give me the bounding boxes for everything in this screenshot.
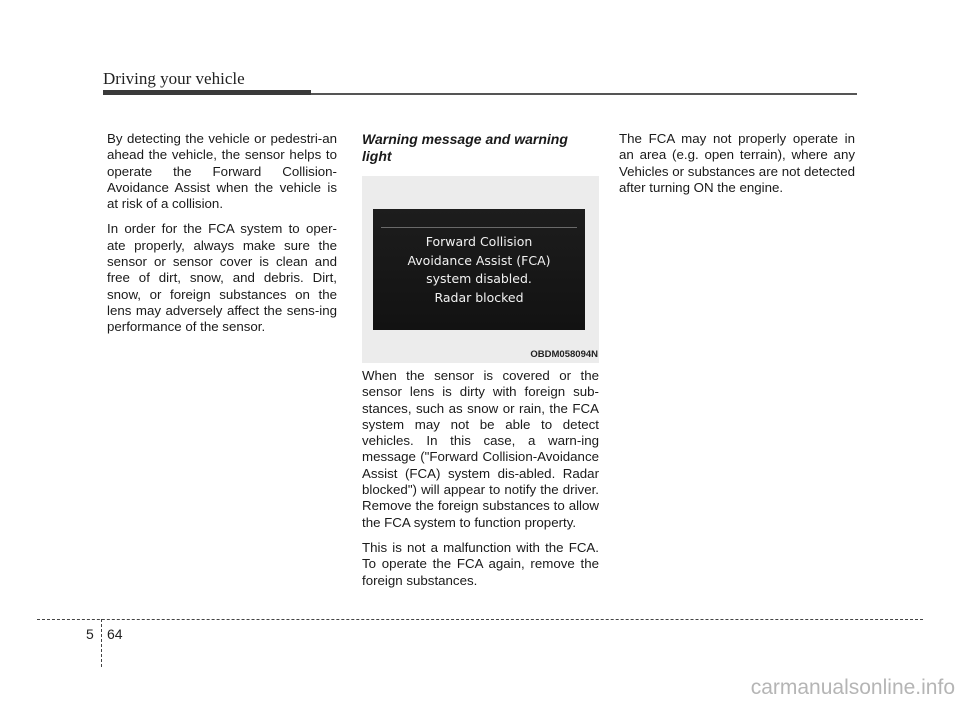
page-header-title: Driving your vehicle <box>103 69 245 88</box>
paragraph: This is not a malfunction with the FCA. To operate the FCA again, remove the foreign substances. <box>362 539 599 588</box>
screen-message <box>373 233 585 307</box>
page-number: 64 <box>107 626 123 642</box>
watermark-link[interactable]: carmanualsonline.info <box>750 676 955 699</box>
screen-line-2: Avoidance Assist (FCA) <box>407 252 551 268</box>
screen-line-3: system disabled. <box>426 271 532 286</box>
paragraph: The FCA may not properly operate in an area (e.g. open terrain), where any Vehicles or substances are not detected after turning ON the engine. <box>619 131 855 195</box>
column-3 <box>619 131 855 205</box>
paragraph: In order for the FCA system to oper-ate properly, always make sure the sensor or sensor cover is clean and free of dirt, snow, and debris. Dirt, snow, or foreign substances on the lens may adversely affect the sens-ing performance of the sensor. <box>107 221 337 335</box>
footer-rule <box>37 619 923 620</box>
screen-line-4: Radar blocked <box>434 289 524 305</box>
header-thick-rule <box>103 90 311 95</box>
column-1 <box>107 131 337 345</box>
screen-line-1: Forward Collision <box>425 234 533 249</box>
header-thin-rule <box>311 93 857 95</box>
chapter-number: 5 <box>86 626 94 642</box>
figure-code: OBDM058094N <box>530 349 598 360</box>
cluster-display-screen <box>373 209 585 330</box>
screen-divider <box>381 227 577 228</box>
section-heading: Warning message and warning light <box>362 131 568 164</box>
paragraph: When the sensor is covered or the sensor lens is dirty with foreign sub-stances, such as snow or rain, the FCA system may not be able to detect vehicles. In this case, a warn-ing message ("Forward Collision-Avoidance Assist (FCA) system dis-abled. Radar blocked") will appear to notify the driver. Remove the foreign substances to allow the FCA system to function property. <box>362 368 599 530</box>
warning-figure <box>362 176 599 363</box>
paragraph: By detecting the vehicle or pedestri-an ahead the vehicle, the sensor helps to operate the Forward Collision-Avoidance Assist when the vehicle is at risk of a collision. <box>107 131 337 212</box>
footer-vertical-rule <box>101 619 102 667</box>
